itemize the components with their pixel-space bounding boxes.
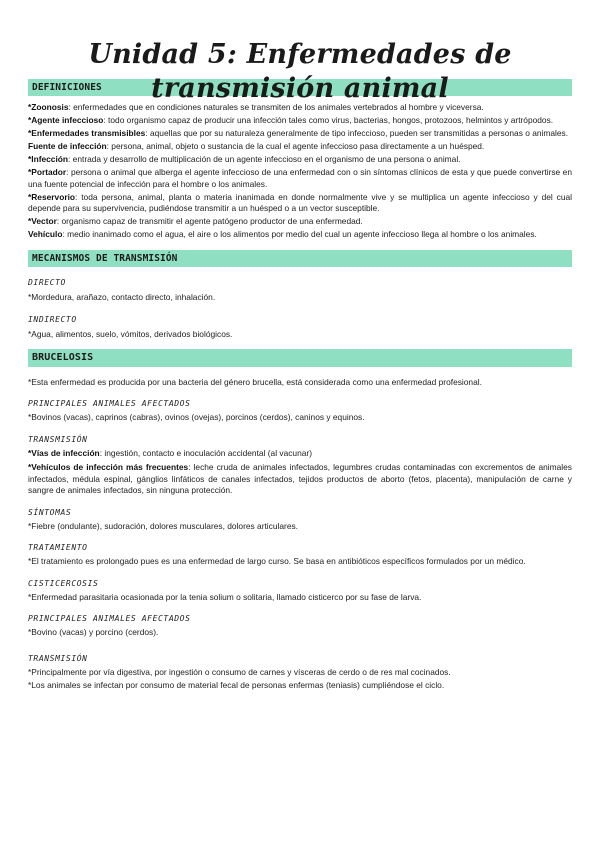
- sintomas-text: *Fiebre (ondulante), sudoración, dolores musculares, dolores articulares.: [28, 520, 298, 531]
- vehiculos-infeccion-text: : leche cruda de animales infectados, legumbres crudas contaminadas con excrementos de animales infectados, médula espinal, gánglios linfáticos de canales infectados, tejidos productos de aborto (fetos, placenta), manipulación de carne y sangre de animales infectados, sin ninguna protección.: [28, 462, 572, 495]
- definition-text: : organismo capaz de transmitir el agente patógeno productor de una enfermedad.: [56, 216, 363, 226]
- definition-item: [28, 128, 572, 140]
- section-heading-mecanismos: MECANISMOS DE TRANSMISIÓN: [28, 250, 572, 267]
- subheading-tratamiento: TRATAMIENTO: [28, 543, 88, 552]
- section-heading-brucelosis: BRUCELOSIS: [28, 349, 572, 367]
- vehiculos-infeccion: [28, 462, 572, 497]
- definition-item: [28, 115, 572, 127]
- brucelosis-intro: *Esta enfermedad es producida por una bacteria del género brucella, está considerada como una enfermedad profesional.: [28, 376, 482, 387]
- directo-text: *Mordedura, arañazo, contacto directo, inhalación.: [28, 291, 216, 302]
- definition-text: : persona, animal, objeto o sustancia de la cual el agente infeccioso pasa directamente a un huésped.: [106, 141, 485, 151]
- section-heading-definiciones: DEFINICIONES: [28, 79, 572, 96]
- definition-text: : toda persona, animal, planta o materia inanimada en donde normalmente vive y se multiplica un agente infeccioso y del cual depende para su supervivencia, pudiéndose transmitir a un huésped o a un vector susceptible.: [28, 191, 572, 213]
- transmision-2-text-1: *Principalmente por vía digestiva, por ingestión o consumo de carnes y vísceras de cerdo o de res mal cocinados.: [28, 666, 451, 677]
- definition-item: [28, 192, 572, 215]
- subheading-transmision: TRANSMISIÓN: [28, 434, 88, 444]
- vehiculos-infeccion-term: *Vehículos de infección más frecuentes: [28, 462, 189, 472]
- definition-term: *Agente infeccioso: [28, 115, 104, 125]
- definition-item: [28, 216, 572, 228]
- page-title: Unidad 5: Enfermedades de transmisión animal: [88, 39, 512, 104]
- indirecto-text: *Agua, alimentos, suelo, vómitos, derivados biológicos.: [28, 329, 233, 339]
- subheading-indirecto: INDIRECTO: [28, 315, 77, 324]
- animales-afectados-text: *Bovinos (vacas), caprinos (cabras), ovinos (ovejas), porcinos (cerdos), caninos y equinos.: [28, 412, 365, 422]
- definition-term: Vehículo: [28, 229, 63, 239]
- definition-item: [28, 141, 572, 153]
- definition-text: : aquellas que por su naturaleza generalmente de tipo infeccioso, pueden ser transmitidas a personas o animales.: [145, 128, 569, 138]
- definition-term: Fuente de infección: [28, 141, 107, 151]
- subheading-directo: DIRECTO: [28, 277, 66, 287]
- definition-item: [28, 102, 572, 114]
- definition-term: *Portador: [28, 167, 67, 177]
- vias-infeccion-text: : ingestión, contacto e inoculación accidental (al vacunar): [99, 447, 312, 458]
- definitions-list: [28, 102, 572, 241]
- definition-term: *Enfermedades transmisibles: [28, 128, 146, 138]
- subheading-sintomas: SÍNTOMAS: [28, 507, 72, 517]
- subheading-animales-afectados-2: PRINCIPALES ANIMALES AFECTADOS: [28, 614, 191, 623]
- definition-term: *Vector: [28, 216, 57, 226]
- vias-infeccion: [28, 448, 572, 460]
- animales-afectados-2-text: *Bovino (vacas) y porcino (cerdos).: [28, 627, 159, 637]
- transmision-2-text-2: *Los animales se infectan por consumo de material fecal de personas enfermas (teniasis) cumpliéndose el ciclo.: [28, 680, 445, 690]
- vias-infeccion-term: *Vías de infección: [28, 447, 100, 458]
- subheading-cisticercosis: CISTICERCOSIS: [28, 578, 99, 588]
- definition-text: : entrada y desarrollo de multiplicación de un agente infeccioso en el organismo de una persona o animal.: [68, 154, 461, 164]
- definition-term: *Infección: [28, 154, 69, 164]
- definition-term: *Reservorio: [28, 191, 76, 202]
- cisticercosis-text: *Enfermedad parasitaria ocasionada por la tenia solium o solitaria, llamado cisticerco por su fase de larva.: [28, 591, 422, 602]
- subheading-animales-afectados: PRINCIPALES ANIMALES AFECTADOS: [28, 399, 191, 408]
- tratamiento-text: *El tratamiento es prolongado pues es una enfermedad de largo curso. Se basa en antibióticos específicos formulados por un médico.: [28, 556, 526, 566]
- definition-text: : medio inanimado como el agua, el aire o los alimentos por medio del cual un agente infeccioso llega al hombre o los animales.: [62, 229, 537, 239]
- definition-item: [28, 229, 572, 241]
- definition-item: [28, 154, 572, 166]
- definition-text: : todo organismo capaz de producir una infección tales como virus, bacterias, hongos, protozoos, helmintos y artrópodos.: [103, 115, 554, 125]
- definition-item: [28, 167, 572, 190]
- definition-text: : persona o animal que alberga el agente infeccioso de una enfermedad con o sin síntomas clínicos de esta y que puede convertirse en una fuente potencial de infección para el hombre o los animales.: [28, 167, 572, 189]
- definition-text: : enfermedades que en condiciones naturales se transmiten de los animales vertebrados al hombre y viceversa.: [68, 102, 484, 112]
- definition-term: *Zoonosis: [28, 102, 69, 112]
- subheading-transmision-2: TRANSMISIÓN: [28, 653, 88, 663]
